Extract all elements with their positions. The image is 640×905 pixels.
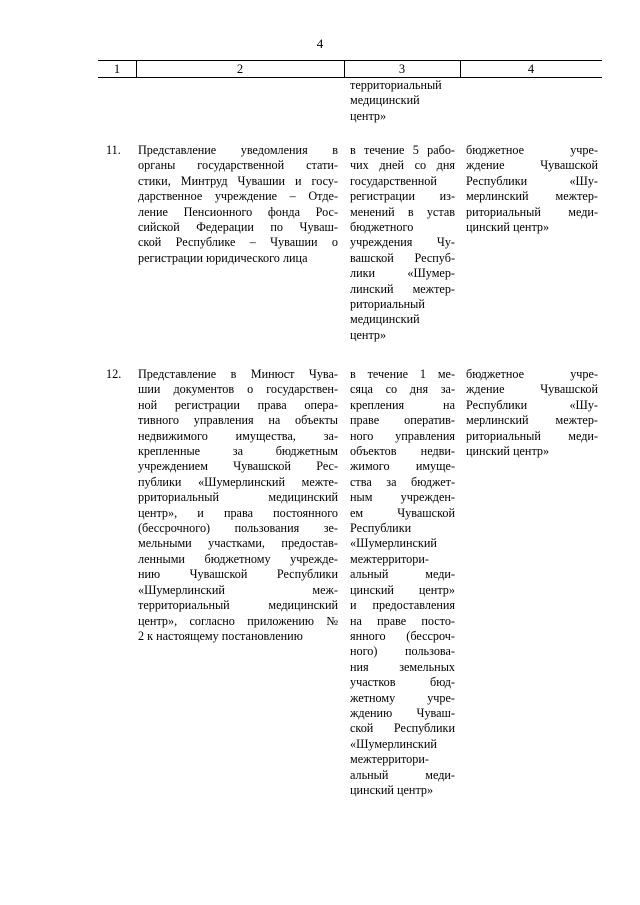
text-line: ного) пользова-: [350, 644, 455, 659]
text-line: праве оператив-: [350, 413, 455, 428]
text-line: ждению Чуваш-: [350, 705, 455, 720]
text-line: жимого имуще-: [350, 459, 455, 474]
text-line: (бессрочного) пользования зе-: [138, 521, 338, 536]
text-line: ем Чувашской: [350, 505, 455, 520]
text-line: государственной: [350, 173, 437, 188]
continuation-col3: [350, 78, 455, 124]
text-line: нию Чувашской Республики: [138, 567, 338, 582]
header-col-2: 2: [236, 62, 244, 76]
text-line: крепления на: [350, 397, 455, 412]
text-line: учреждения Чу-: [350, 235, 455, 250]
text-line: ной регистрации права опера-: [138, 397, 338, 412]
row-deadline: [350, 143, 455, 343]
text-line: «Шумерлинский: [350, 736, 437, 751]
text-line: альный меди-: [350, 767, 455, 782]
text-line: жетному учре-: [350, 690, 455, 705]
table-header: [98, 60, 602, 78]
text-line: рриториальный медицинский: [138, 490, 338, 505]
text-line: центр», и права постоянного: [138, 505, 338, 520]
text-line: лики «Шумер-: [350, 266, 455, 281]
text-line: тивного управления на объекты: [138, 413, 338, 428]
text-line: межтерритори-: [350, 752, 429, 767]
text-line: недвижимого имущества, за-: [138, 428, 338, 443]
text-line: альный меди-: [350, 567, 455, 582]
text-line: медицинский: [350, 93, 420, 108]
text-line: объектов недви-: [350, 444, 455, 459]
text-line: Республики: [350, 521, 412, 536]
text-line: и предоставления: [350, 598, 455, 613]
header-col-3: 3: [398, 62, 406, 76]
text-line: участков бюд-: [350, 675, 455, 690]
text-line: риториальный меди-: [466, 204, 598, 219]
row-responsible: [466, 143, 598, 235]
text-line: ждение Чувашской: [466, 382, 598, 397]
text-line: бюджетное учре-: [466, 143, 598, 157]
row-deadline: [350, 367, 455, 798]
row-description: [138, 367, 338, 644]
text-line: «Шумерлинский: [350, 536, 437, 551]
text-line: органы государственной стати-: [138, 158, 338, 173]
text-line: бюджетного: [350, 220, 414, 235]
text-line: вашской Респуб-: [350, 250, 455, 265]
text-line: цинский центр»: [466, 444, 550, 459]
text-line: чих дней со дня: [350, 158, 455, 173]
text-line: центр», согласно приложению №: [138, 613, 338, 628]
text-line: Республики «Шу-: [466, 397, 598, 412]
text-line: цинский центр»: [350, 582, 455, 597]
header-col-4: 4: [527, 62, 535, 76]
text-line: цинский центр»: [466, 220, 550, 235]
text-line: территориальный: [350, 78, 442, 92]
text-line: ного управления: [350, 428, 455, 443]
text-line: Представление в Минюст Чува-: [138, 367, 338, 381]
text-line: территориальный медицинский: [138, 598, 338, 613]
text-line: бюджетное учре-: [466, 367, 598, 381]
text-line: публики «Шумерлинский межте-: [138, 474, 338, 489]
text-line: ленными бюджетному учрежде-: [138, 551, 338, 566]
text-line: сяца со дня за-: [350, 382, 455, 397]
text-line: сийской Федерации по Чуваш-: [138, 220, 338, 235]
text-line: ным учрежден-: [350, 490, 455, 505]
row-number: 11.: [106, 143, 121, 157]
text-line: мерлинский межтер-: [466, 189, 598, 204]
text-line: мельными участками, предостав-: [138, 536, 338, 551]
text-line: ства за бюджет-: [350, 474, 455, 489]
text-line: линский межтер-: [350, 281, 455, 296]
text-line: центр»: [350, 108, 387, 123]
text-line: регистрации юридического лица: [138, 250, 308, 265]
text-line: 2 к настоящему постановлению: [138, 628, 303, 643]
text-line: медицинский: [350, 312, 420, 327]
text-line: в течение 1 ме-: [350, 367, 455, 381]
page-number: 4: [316, 36, 324, 51]
text-line: стики, Минтруд Чувашии и госу-: [138, 173, 338, 188]
text-line: ление Пенсионного фонда Рос-: [138, 204, 338, 219]
text-line: мерлинский межтер-: [466, 413, 598, 428]
text-line: янного (бессроч-: [350, 628, 455, 643]
text-line: цинский центр»: [350, 782, 434, 797]
text-line: межтерритори-: [350, 551, 429, 566]
text-line: крепленные за бюджетным: [138, 444, 338, 459]
text-line: регистрации из-: [350, 189, 455, 204]
text-line: менений в устав: [350, 204, 455, 219]
text-line: на праве посто-: [350, 613, 455, 628]
text-line: Республики «Шу-: [466, 173, 598, 188]
text-line: дарственное учреждение – Отде-: [138, 189, 338, 204]
text-line: шии документов о государствен-: [138, 382, 338, 397]
row-number: 12.: [106, 367, 122, 381]
text-line: учреждением Чувашской Рес-: [138, 459, 338, 474]
text-line: в течение 5 рабо-: [350, 143, 455, 157]
text-line: «Шумерлинский меж-: [138, 582, 338, 597]
text-line: риториальный меди-: [466, 428, 598, 443]
text-line: ждение Чувашской: [466, 158, 598, 173]
text-line: ской Республике – Чувашии о: [138, 235, 338, 250]
row-description: [138, 143, 338, 266]
text-line: ской Республики: [350, 721, 455, 736]
text-line: ния земельных: [350, 659, 455, 674]
text-line: риториальный: [350, 297, 425, 312]
text-line: центр»: [350, 327, 387, 342]
text-line: Представление уведомления в: [138, 143, 338, 157]
header-col-1: 1: [113, 62, 121, 76]
row-responsible: [466, 367, 598, 459]
